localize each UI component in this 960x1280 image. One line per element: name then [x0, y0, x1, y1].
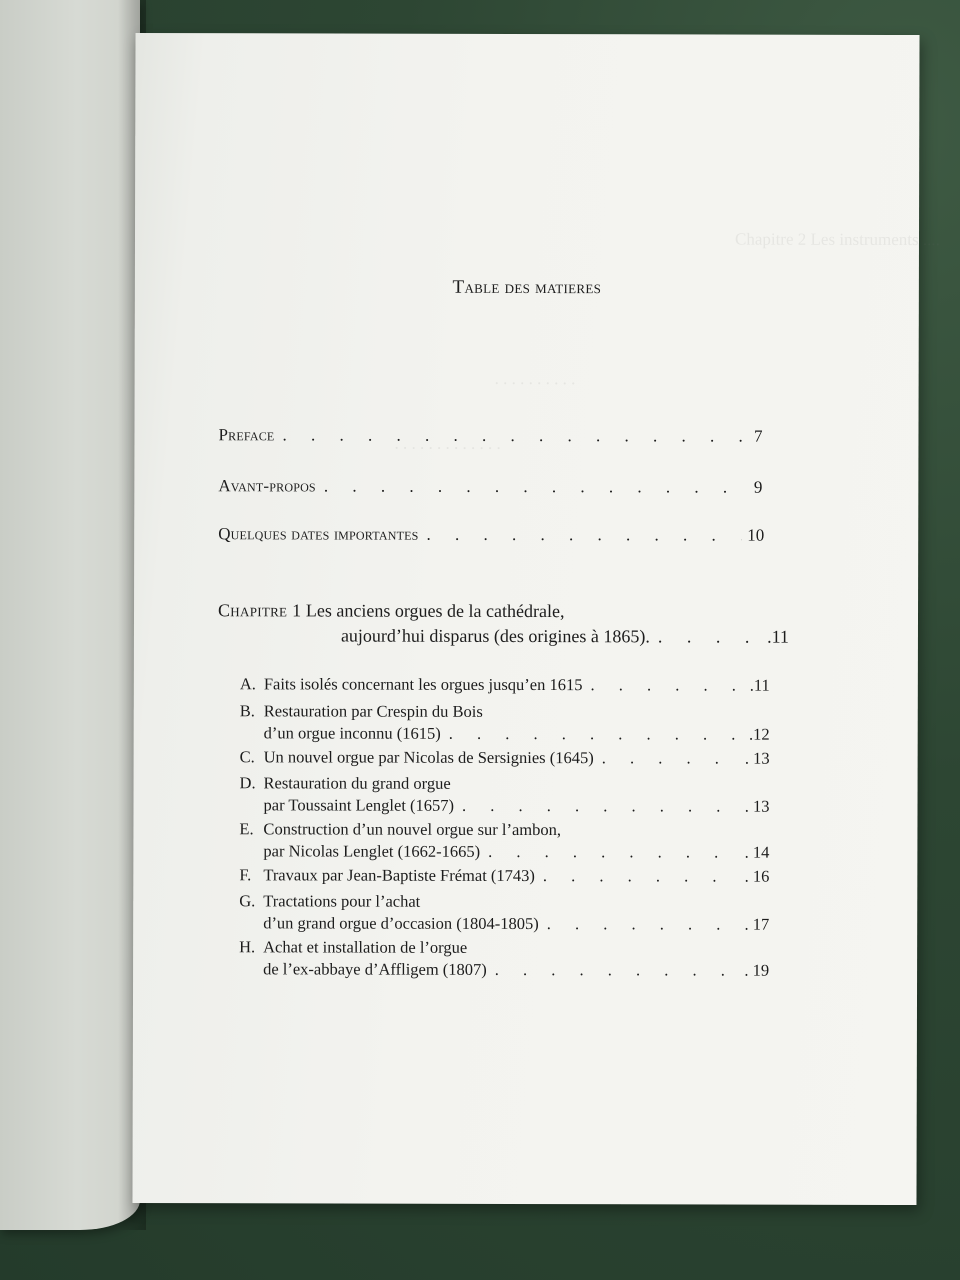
- toc-page-number: . 13: [744, 796, 770, 816]
- toc-section-b: [240, 700, 770, 745]
- toc-page-number: 7: [753, 426, 763, 446]
- toc-entry-label: Preface: [218, 425, 275, 445]
- section-title-continued: d’un orgue inconnu (1615): [263, 723, 441, 743]
- dot-leader: [324, 476, 748, 497]
- toc-page-number: .11: [749, 675, 770, 695]
- toc-entry-label: Avant-propos: [218, 476, 316, 496]
- dot-leader: [449, 723, 743, 746]
- section-letter: E.: [239, 819, 254, 839]
- section-letter: A.: [239, 674, 256, 694]
- section-letter: B.: [239, 701, 255, 721]
- toc-section-f: [239, 864, 769, 887]
- dot-leader: [462, 795, 739, 818]
- section-title: Faits isolés concernant les orgues jusqu’en 1615: [263, 674, 583, 695]
- dot-leader: [658, 626, 761, 647]
- section-letter: H.: [239, 937, 256, 957]
- section-title: Achat et installation de l’orgue: [263, 937, 468, 957]
- table-of-contents: [132, 33, 919, 1205]
- section-letter: F.: [239, 865, 252, 885]
- toc-section-g: [239, 890, 769, 935]
- dot-leader: [547, 913, 739, 936]
- section-title: Travaux par Jean-Baptiste Frémat (1743): [263, 865, 535, 886]
- toc-page-number: . 14: [744, 842, 770, 862]
- toc-section-e: [239, 818, 769, 863]
- show-through-text: . . . . . . . . . . . . .: [394, 433, 501, 453]
- toc-page-number: 9: [753, 477, 763, 497]
- chapter-title-line-1: Les anciens orgues de la cathédrale,: [305, 600, 565, 622]
- dot-leader: [427, 525, 742, 546]
- toc-section-c: [240, 746, 770, 769]
- section-title: Tractations pour l’achat: [263, 891, 421, 911]
- dot-leader: [543, 865, 739, 888]
- toc-entry-preface: [218, 425, 762, 446]
- chapter-label: Chapitre 1: [217, 600, 302, 621]
- toc-page-number: . 17: [744, 914, 770, 934]
- toc-page-number: .12: [749, 724, 770, 744]
- section-title: Restauration du grand orgue: [263, 773, 451, 793]
- section-title-continued: par Nicolas Lenglet (1662-1665): [263, 841, 481, 861]
- dot-leader: [495, 959, 739, 982]
- section-title-continued: d’un grand orgue d’occasion (1804-1805): [263, 913, 539, 934]
- toc-page-number: . 16: [744, 866, 770, 886]
- toc-page-number: 10: [747, 525, 765, 545]
- toc-page-number: . 19: [744, 960, 770, 980]
- section-letter: G.: [239, 891, 256, 911]
- dot-leader: [590, 674, 743, 696]
- section-letter: C.: [239, 747, 255, 767]
- toc-section-d: [239, 772, 769, 817]
- section-title: Restauration par Crespin du Bois: [263, 701, 483, 721]
- dot-leader: [602, 747, 739, 769]
- toc-page-number: . 13: [744, 748, 770, 768]
- toc-chapter-1: [217, 600, 789, 647]
- toc-entry-avant-propos: [218, 476, 762, 497]
- toc-entry-quelques-dates: [218, 524, 764, 545]
- chapter-title-line-2: aujourd’hui disparus (des origines à 1865).: [340, 625, 650, 647]
- toc-section-h: [239, 936, 769, 981]
- show-through-text: . . . . . . . . . .: [494, 368, 576, 389]
- toc-page-number: .11: [767, 626, 789, 647]
- show-through-text: Chapitre 2 Les instruments ....: [734, 229, 940, 250]
- section-title: Construction d’un nouvel orgue sur l’ambon,: [263, 819, 562, 840]
- toc-entry-label: Quelques dates importantes: [218, 524, 419, 544]
- section-title: Un nouvel orgue par Nicolas de Sersignies (1645): [263, 747, 594, 768]
- book-page: [132, 33, 940, 1205]
- toc-section-a: [240, 673, 770, 696]
- dot-leader: [282, 425, 748, 446]
- page-title: Table des matieres: [452, 276, 602, 299]
- section-title-continued: par Toussaint Lenglet (1657): [263, 795, 455, 815]
- section-title-continued: de l’ex-abbaye d’Affligem (1807): [263, 959, 487, 979]
- dot-leader: [488, 841, 739, 864]
- section-letter: D.: [239, 773, 256, 793]
